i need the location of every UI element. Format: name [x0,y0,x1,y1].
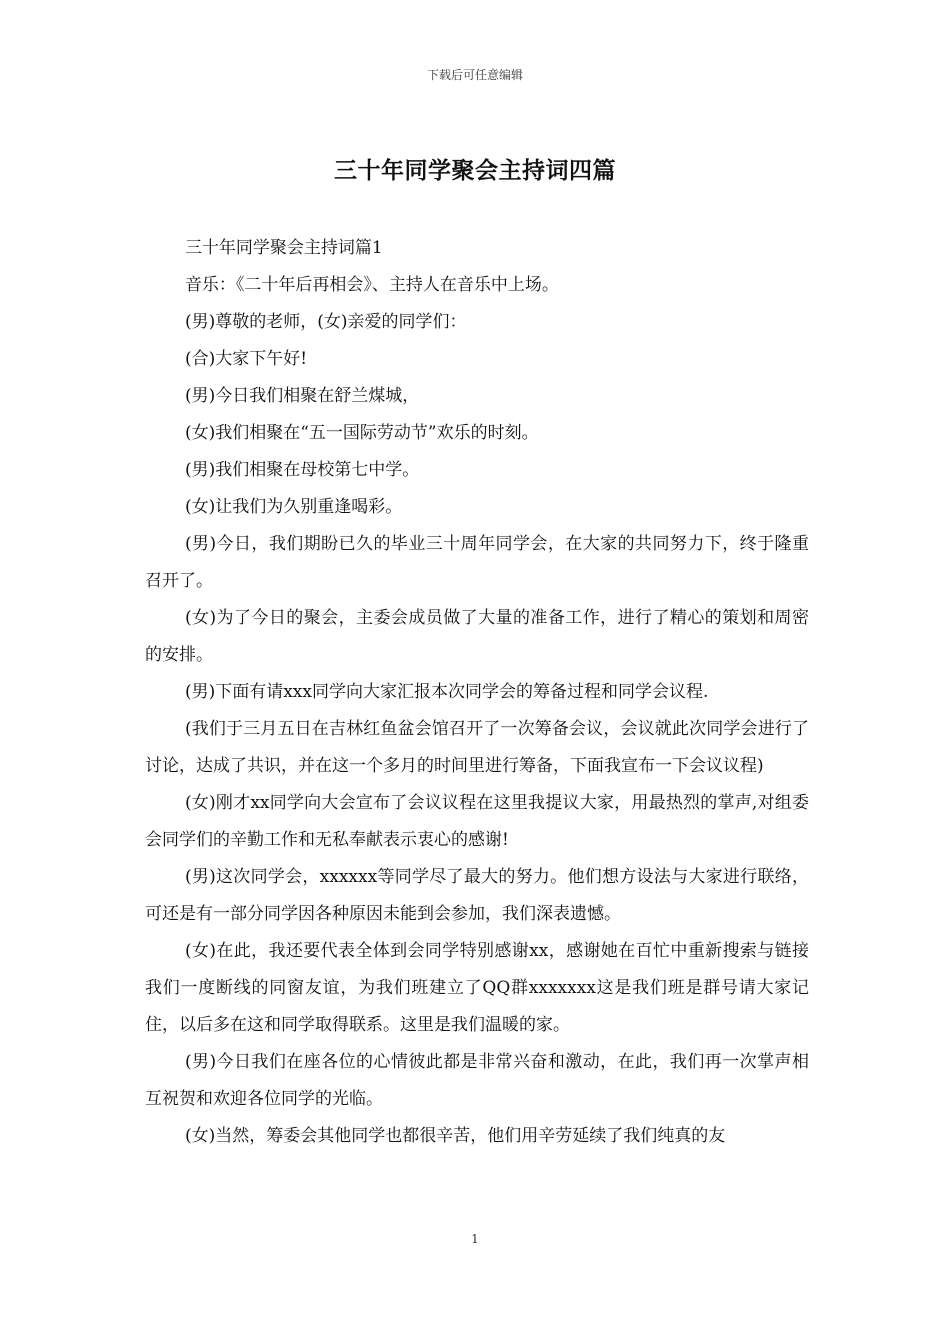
paragraph: (女)在此，我还要代表全体到会同学特别感谢xx，感谢她在百忙中重新搜索与链接我们一度断线的同窗友谊，为我们班建立了QQ群xxxxxxx这是我们班是群号请大家记住，以后多在这和同学取得联系。这里是我们温暖的家。 [145,941,809,1035]
document-title: 三十年同学聚会主持词四篇 [334,157,616,184]
paragraph: (男)今日我们相聚在舒兰煤城， [184,386,420,406]
paragraph-music-note: 音乐：《二十年后再相会》、主持人在音乐中上场。 [184,275,559,295]
page-header-note: 下载后可任意编辑 [426,68,523,82]
paragraph: (女)我们相聚在“五一国际劳动节”欢乐的时刻。 [184,423,539,443]
paragraph-section-heading: 三十年同学聚会主持词篇1 [184,238,383,258]
paragraph: (男)今日我们在座各位的心情彼此都是非常兴奋和激动，在此，我们再一次掌声相互祝贺和欢迎各位同学的光临。 [145,1052,809,1109]
paragraph: (女)让我们为久别重逢喝彩。 [184,497,403,517]
paragraph: (合)大家下午好! [184,349,308,369]
paragraph: (男)下面有请xxx同学向大家汇报本次同学会的筹备过程和同学会议程. [184,682,709,702]
paragraph: (我们于三月五日在吉林红鱼盆会馆召开了一次筹备会议，会议就此次同学会进行了讨论，达成了共识，并在这一个多月的时间里进行筹备，下面我宣布一下会议议程) [145,719,809,776]
paragraph: (女)为了今日的聚会，主委会成员做了大量的准备工作，进行了精心的策划和周密的安排。 [145,608,809,665]
paragraph: (女)当然，筹委会其他同学也都很辛苦，他们用辛劳延续了我们纯真的友 [184,1126,726,1146]
document-body [145,230,809,1155]
paragraph: (男)尊敬的老师，(女)亲爱的同学们： [184,312,467,332]
paragraph: (男)这次同学会，xxxxxx等同学尽了最大的努力。他们想方设法与大家进行联络，可还是有一部分同学因各种原因未能到会参加，我们深表遗憾。 [145,867,809,924]
paragraph: (男)我们相聚在母校第七中学。 [184,460,420,480]
page-number: 1 [471,1232,479,1246]
paragraph: (男)今日，我们期盼已久的毕业三十周年同学会，在大家的共同努力下，终于隆重召开了。 [145,534,809,591]
paragraph: (女)刚才xx同学向大会宣布了会议议程在这里我提议大家，用最热烈的掌声,对组委会同学们的辛勤工作和无私奉献表示衷心的感谢! [145,793,809,850]
